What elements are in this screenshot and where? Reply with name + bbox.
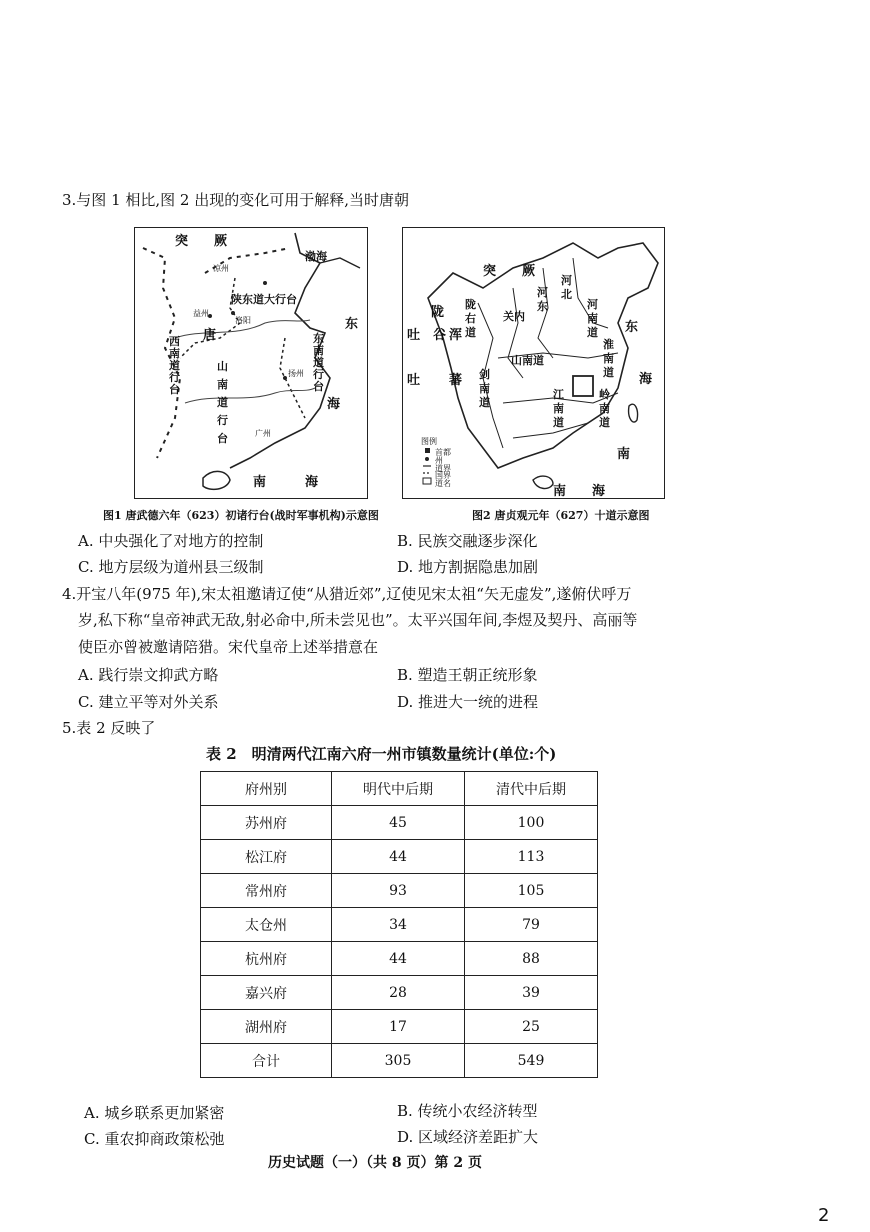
table-cell: 549 (465, 1044, 598, 1078)
q4-option-a[interactable]: A. 践行崇文抑武方略 (78, 666, 219, 684)
map2-label-nanhai: 南 海 (553, 484, 606, 499)
q4-option-d[interactable]: D. 推进大一统的进程 (397, 693, 539, 711)
map2-legend-item-5: 道名 (435, 479, 451, 488)
page-number: 2 (818, 1205, 830, 1226)
table-row (201, 840, 598, 874)
map2-label-jiangnan: 江南道 (553, 388, 564, 429)
map-figure-2 (402, 227, 665, 499)
map1-label-dongnan: 东南道行台 (313, 332, 324, 393)
table-cell: 松江府 (201, 840, 332, 874)
q3-option-d[interactable]: D. 地方割据隐患加剧 (397, 558, 539, 576)
table-cell: 17 (332, 1010, 465, 1044)
map2-label-henan: 河南道 (587, 298, 598, 339)
q5-option-c[interactable]: C. 重农抑商政策松弛 (84, 1130, 225, 1148)
table-cell: 39 (465, 976, 598, 1010)
table-cell: 太仓州 (201, 908, 332, 942)
map2-label-hai: 海 (639, 372, 653, 387)
table-cell: 105 (465, 874, 598, 908)
q4-line-2: 岁,私下称“皇帝神武无敌,射必命中,所未尝见也”。太平兴国年间,李煜及契丹、高丽等 (78, 611, 638, 629)
table-2-title: 表 2 明清两代江南六府一州市镇数量统计(单位:个) (206, 745, 557, 763)
table-cell: 100 (465, 806, 598, 840)
map2-label-dong: 东 (625, 320, 639, 335)
map1-label-nanhai: 南 海 (253, 475, 319, 490)
table-row (201, 1010, 598, 1044)
map2-label-hebei: 河北 (561, 274, 572, 301)
table-cell: 45 (332, 806, 465, 840)
map2-legend-item-4: 国界 (435, 471, 451, 480)
q3-stem: 3.与图 1 相比,图 2 出现的变化可用于解释,当时唐朝 (62, 191, 410, 209)
map1-label-dong: 东 (345, 317, 359, 332)
table-cell: 93 (332, 874, 465, 908)
table-header-row (201, 772, 598, 806)
map1-label-bohai: 渤海 (305, 250, 327, 263)
map1-label-shaandong: 陕东道大行台 (231, 293, 297, 306)
map2-label-guannei: 关内 (503, 310, 525, 323)
table-row (201, 942, 598, 976)
table-cell: 34 (332, 908, 465, 942)
map2-label-huainan: 淮南道 (603, 338, 614, 379)
table-2 (200, 771, 598, 1078)
q4-line-1: 4.开宝八年(975 年),宋太祖邀请辽使“从猎近郊”,辽使见宋太祖“矢无虚发”,遂俯伏呼万 (62, 585, 632, 603)
table-header-cell: 明代中后期 (332, 772, 465, 806)
map1-caption: 图1 唐武德六年（623）初诸行台(战时军事机构)示意图 (103, 509, 379, 522)
table-cell: 305 (332, 1044, 465, 1078)
q5-option-a[interactable]: A. 城乡联系更加紧密 (84, 1104, 225, 1122)
map1-city-2: 洛阳 (235, 316, 251, 325)
table-cell: 嘉兴府 (201, 976, 332, 1010)
map2-label-tu: 吐 (407, 373, 421, 388)
map1-label-xinan: 西南道行台 (169, 335, 180, 396)
table-row (201, 976, 598, 1010)
map1-label-shannan: 山南道行台 (217, 360, 228, 445)
map2-legend-item-3: 道界 (435, 464, 451, 473)
map2-label-jiannan: 剑南道 (479, 368, 490, 409)
map1-city-1: 凉州 (213, 264, 229, 273)
table-cell: 44 (332, 942, 465, 976)
map1-city-3: 扬州 (288, 369, 304, 378)
map2-label-tujue: 突 厥 (483, 264, 536, 279)
table-header-cell: 清代中后期 (465, 772, 598, 806)
map2-label-shannan: 山南道 (511, 354, 544, 367)
table-row (201, 806, 598, 840)
map2-label-long: 陇 (431, 305, 445, 320)
q3-option-c[interactable]: C. 地方层级为道州县三级制 (78, 558, 264, 576)
table-row (201, 874, 598, 908)
table-cell: 44 (332, 840, 465, 874)
map1-city-4: 益州 (193, 309, 209, 318)
q5-option-d[interactable]: D. 区域经济差距扩大 (397, 1128, 539, 1146)
q4-option-b[interactable]: B. 塑造王朝正统形象 (397, 666, 538, 684)
table-cell: 79 (465, 908, 598, 942)
table-cell: 113 (465, 840, 598, 874)
table-cell: 88 (465, 942, 598, 976)
map-figure-1 (134, 227, 368, 499)
map2-label-bo: 蕃 (449, 373, 463, 388)
map2-label-longyou: 陇右道 (465, 298, 476, 339)
q4-line-3: 使臣亦曾被邀请陪猎。宋代皇帝上述举措意在 (78, 638, 379, 656)
map2-label-hun: 浑 (449, 328, 463, 343)
table-cell: 常州府 (201, 874, 332, 908)
table-total-row (201, 1044, 598, 1078)
map2-legend-title: 图例 (421, 437, 437, 446)
q5-option-b[interactable]: B. 传统小农经济转型 (397, 1102, 538, 1120)
table-cell: 苏州府 (201, 806, 332, 840)
table-cell: 28 (332, 976, 465, 1010)
q5-stem: 5.表 2 反映了 (62, 719, 156, 737)
map1-city-5: 广州 (255, 429, 271, 438)
map2-label-nan: 南 (617, 447, 631, 462)
map2-label-lingnan: 岭南道 (599, 388, 610, 429)
table-header-cell: 府州别 (201, 772, 332, 806)
map2-label-tugu: 吐 谷 (407, 328, 447, 343)
map1-label-tujue: 突 厥 (175, 234, 228, 249)
page-footer: 历史试题（一）（共 8 页）第 2 页 (268, 1155, 482, 1171)
q3-option-a[interactable]: A. 中央强化了对地方的控制 (78, 532, 264, 550)
map2-legend-item-2: 州 (435, 456, 443, 465)
table-cell: 25 (465, 1010, 598, 1044)
map1-label-hai: 海 (327, 397, 341, 412)
table-cell: 合计 (201, 1044, 332, 1078)
map2-legend-item-1: 首都 (435, 448, 451, 457)
map2-caption: 图2 唐贞观元年（627）十道示意图 (472, 509, 650, 522)
table-cell: 湖州府 (201, 1010, 332, 1044)
q4-option-c[interactable]: C. 建立平等对外关系 (78, 693, 219, 711)
table-row (201, 908, 598, 942)
map2-label-hedong: 河东 (537, 286, 548, 313)
table-cell: 杭州府 (201, 942, 332, 976)
q3-option-b[interactable]: B. 民族交融逐步深化 (397, 532, 538, 550)
map1-label-tang: 唐 (203, 328, 217, 343)
